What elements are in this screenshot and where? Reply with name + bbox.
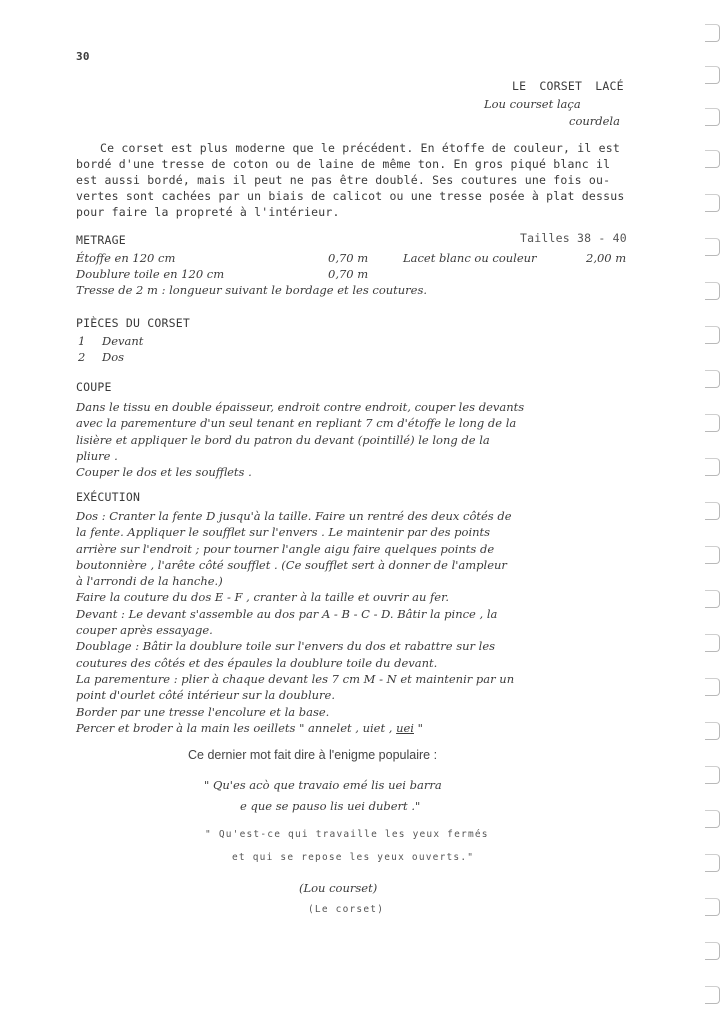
intro-line: vertes sont cachées par un biais de calicot ou une tresse posée à plat dessus xyxy=(76,189,625,203)
binder-tab xyxy=(705,986,720,1004)
metrage-item-lace: Lacet blanc ou couleur xyxy=(403,251,537,265)
binder-tab xyxy=(705,502,720,520)
metrage-qty-lace: 2,00 m xyxy=(586,251,627,265)
binder-tab xyxy=(705,282,720,300)
metrage-qty-fabric: 0,70 m xyxy=(328,251,369,265)
binder-tab xyxy=(705,854,720,872)
riddle-answer-french: (Le corset) xyxy=(308,904,385,915)
intro-line: Ce corset est plus moderne que le précédent. En étoffe de couleur, il est xyxy=(100,141,621,155)
metrage-braid: Tresse de 2 m : longueur suivant le bordage et les coutures. xyxy=(76,283,428,297)
coupe-line: lisière et appliquer le bord du patron du devant (pointillé) le long de la xyxy=(76,432,490,447)
execution-line: coutures des côtés et des épaules la doublure toile du devant. xyxy=(76,655,438,670)
coupe-line: pliure . xyxy=(76,448,118,463)
binder-tab xyxy=(705,66,720,84)
binder-tab xyxy=(705,24,720,42)
intro-line: pour faire la propreté à l'intérieur. xyxy=(76,205,340,219)
execution-line: la fente. Appliquer le soufflet sur l'envers . Le maintenir par des points xyxy=(76,525,491,540)
execution-line: Border par une tresse l'encolure et la base. xyxy=(76,704,330,719)
binder-tab xyxy=(705,150,720,168)
coupe-line: avec la parementure d'un seul tenant en repliant 7 cm d'étoffe le long de la xyxy=(76,416,517,431)
metrage-qty-lining: 0,70 m xyxy=(328,267,369,281)
execution-line: La parementure : plier à chaque devant les 7 cm M - N et maintenir par un xyxy=(76,671,515,686)
binder-tab xyxy=(705,766,720,784)
piece-number: 2 xyxy=(78,350,86,364)
binder-tab xyxy=(705,898,720,916)
binder-tab xyxy=(705,238,720,256)
page-number: 30 xyxy=(76,50,90,63)
coupe-line: Couper le dos et les soufflets . xyxy=(76,465,252,480)
riddle-french-line-1: " Qu'est-ce qui travaille les yeux fermés xyxy=(205,829,489,840)
binder-tab xyxy=(705,458,720,476)
binder-tab xyxy=(705,722,720,740)
riddle-occitan-line-2: e que se pauso lis uei dubert ." xyxy=(240,799,421,813)
binder-tab xyxy=(705,634,720,652)
coupe-line: Dans le tissu en double épaisseur, endroit contre endroit, couper les devants xyxy=(76,400,525,414)
riddle-intro: Ce dernier mot fait dire à l'enigme populaire : xyxy=(188,748,438,762)
metrage-item-lining: Doublure toile en 120 cm xyxy=(76,267,225,281)
riddle-french-line-2: et qui se repose les yeux ouverts." xyxy=(232,852,475,863)
binder-tab xyxy=(705,590,720,608)
subtitle-line-1: Lou courset laça xyxy=(484,97,581,111)
execution-line: arrière sur l'endroit ; pour tourner l'angle aigu faire quelques points de xyxy=(76,541,495,556)
metrage-item-fabric: Étoffe en 120 cm xyxy=(76,251,176,265)
binder-tab xyxy=(705,414,720,432)
binder-tab xyxy=(705,326,720,344)
execution-line: boutonnière , l'arête côté soufflet . (Ce soufflet sert à donner de l'ampleur xyxy=(76,557,507,572)
piece-number: 1 xyxy=(78,334,86,348)
execution-line: couper après essayage. xyxy=(76,623,213,638)
riddle-occitan-line-1: " Qu'es acò que travaio emé lis uei barra xyxy=(204,778,442,792)
binder-tab xyxy=(705,108,720,126)
execution-line: Dos : Cranter la fente D jusqu'à la taille. Faire un rentré des deux côtés de xyxy=(76,509,512,523)
sizes-label: Tailles 38 - 40 xyxy=(520,231,627,245)
page-title: LE CORSET LACÉ xyxy=(512,79,624,93)
coupe-text xyxy=(76,399,524,480)
piece-name: Devant xyxy=(102,334,144,348)
underlined-word: uei xyxy=(396,720,414,735)
pieces-heading: PIÈCES DU CORSET xyxy=(76,316,190,330)
binder-tab xyxy=(705,370,720,388)
execution-heading: EXÉCUTION xyxy=(76,490,141,504)
execution-line: Devant : Le devant s'assemble au dos par A - B - C - D. Bâtir la pince , la xyxy=(76,606,498,621)
binder-tab xyxy=(705,194,720,212)
metrage-heading: METRAGE xyxy=(76,233,126,247)
execution-last-prefix: Percer et broder à la main les oeillets " annelet , uiet , xyxy=(76,720,397,735)
binder-tab xyxy=(705,942,720,960)
intro-paragraph xyxy=(76,140,625,220)
subtitle-line-2: courdela xyxy=(569,114,620,128)
execution-text xyxy=(76,508,514,736)
execution-line: point d'ourlet côté intérieur sur la doublure. xyxy=(76,688,336,703)
execution-last-suffix: " xyxy=(413,720,423,735)
intro-line: bordé d'une tresse de coton ou de laine de même ton. En gros piqué blanc il xyxy=(76,157,611,171)
coupe-heading: COUPE xyxy=(76,380,112,394)
binder-tab xyxy=(705,546,720,564)
binder-tab xyxy=(705,810,720,828)
piece-name: Dos xyxy=(102,350,125,364)
riddle-answer-occitan: (Lou courset) xyxy=(299,881,378,895)
intro-line: est aussi bordé, mais il peut ne pas être doublé. Ses coutures une fois ou- xyxy=(76,173,611,187)
execution-last-line xyxy=(76,720,514,736)
execution-line: à l'arrondi de la hanche.) xyxy=(76,574,223,589)
execution-line: Doublage : Bâtir la doublure toile sur l'envers du dos et rabattre sur les xyxy=(76,639,496,654)
execution-line: Faire la couture du dos E - F , cranter à la taille et ouvrir au fer. xyxy=(76,590,450,605)
binder-tab xyxy=(705,678,720,696)
